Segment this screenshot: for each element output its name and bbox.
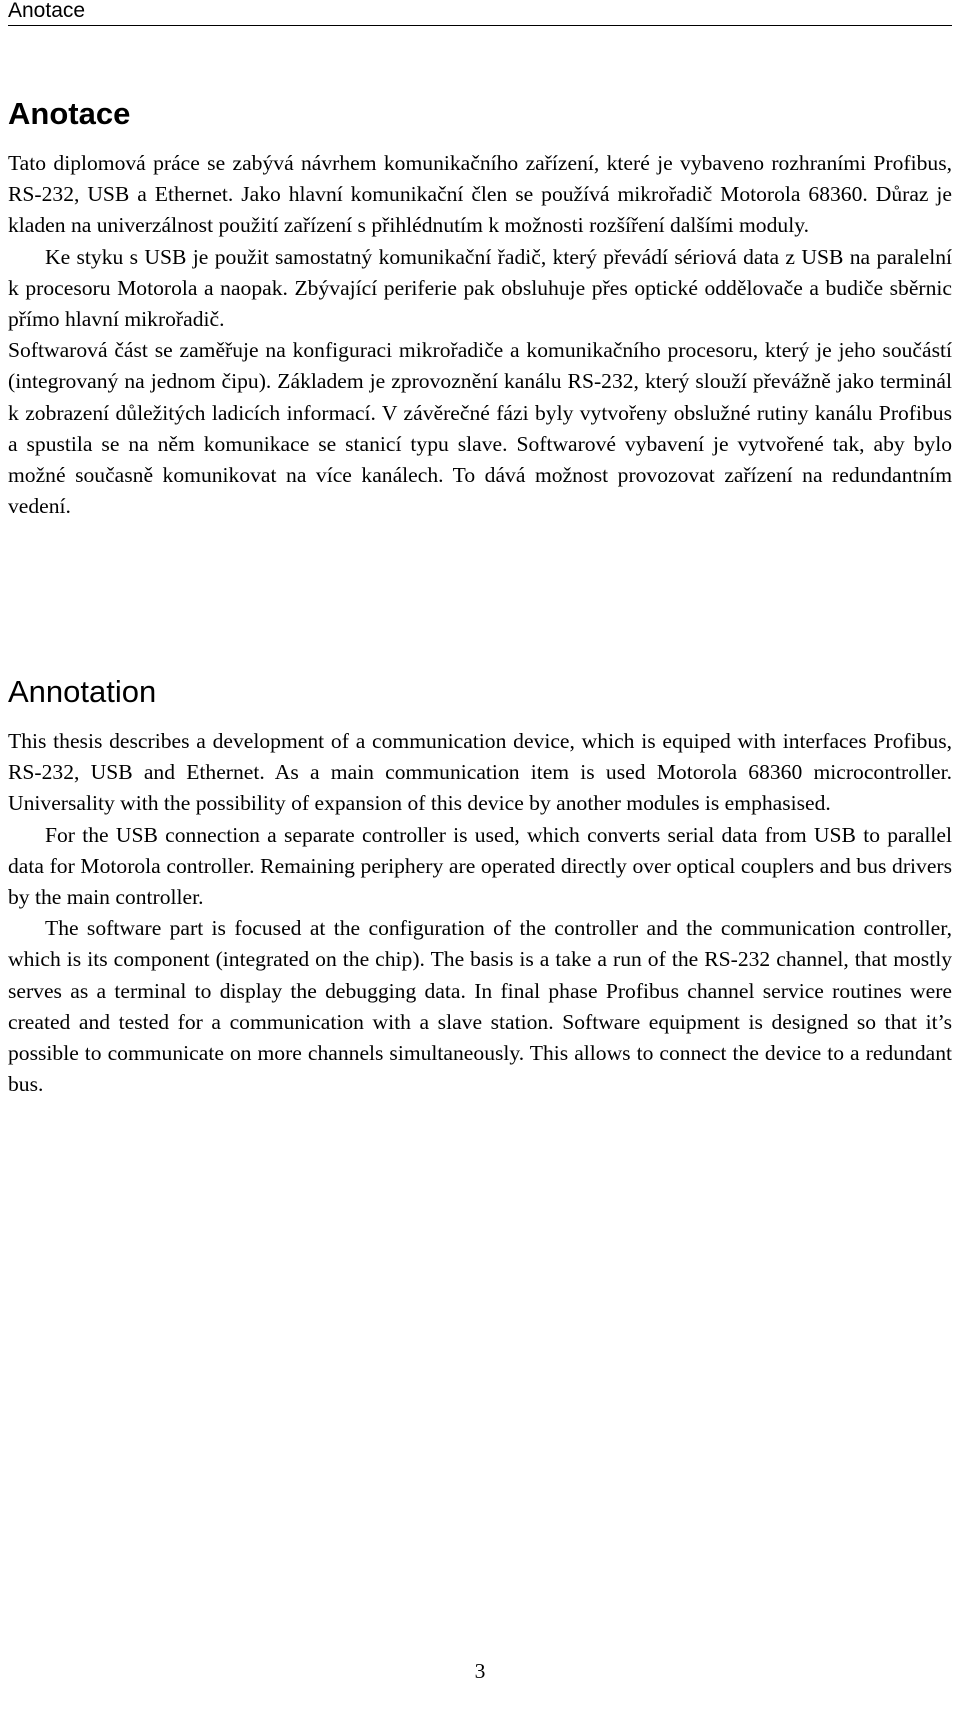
running-header: Anotace (8, 0, 952, 26)
english-body (8, 726, 952, 1100)
english-annotation-section (8, 674, 952, 1100)
page-number: 3 (474, 1659, 486, 1683)
czech-paragraph-2: Ke styku s USB je použit samostatný komunikační řadič, který převádí sériová data z USB na paralelní k procesoru Motorola a naopak. Zbývající periferie pak obsluhuje přes optické oddělovače a budiče sběrnic přímo hlavní mikrořadič. (8, 244, 952, 332)
english-paragraph-2: For the USB connection a separate controller is used, which converts serial data from USB to parallel data for Motorola controller. Remaining periphery are operated directly over optical couplers and bus drivers by the main controller. (8, 822, 952, 910)
english-heading: Annotation (8, 674, 157, 709)
czech-paragraph-1: Tato diplomová práce se zabývá návrhem komunikačního zařízení, které je vybaveno rozhraními Profibus, RS-232, USB a Ethernet. Jako hlavní komunikační člen se používá mikrořadič Motorola 68360. Důraz je kladen na univerzálnost použití zařízení s přihlédnutím k možnosti rozšíření dalšími moduly. (8, 151, 952, 238)
czech-heading: Anotace (8, 96, 131, 131)
czech-annotation-section (8, 96, 952, 522)
english-paragraph-3: The software part is focused at the configuration of the controller and the communication controller, which is its component (integrated on the chip). The basis is a take a run of the RS-232 channel, that mostly serves as a terminal to display the debugging data. In final phase Profibus channel service routines were created and tested for a communication with a slave station. Software equipment is designed so that it’s possible to communicate on more channels simultaneously. This allows to connect the device to a redundant bus. (8, 916, 952, 1097)
czech-body (8, 148, 952, 522)
czech-paragraph-3: Softwarová část se zaměřuje na konfiguraci mikrořadiče a komunikačního procesoru, který je jeho součástí (integrovaný na jednom čipu). Základem je zprovoznění kanálu RS-232, který slouží převážně jako terminál k zobrazení důležitých ladicích informací. V závěrečné fázi byly vytvořeny obslužné rutiny kanálu Profibus a spustila se na něm komunikace se stanicí typu slave. Softwarové vybavení je vytvořené tak, aby bylo možné současně komunikovat na více kanálech. To dává možnost provozovat zařízení na redundantním vedení. (8, 338, 952, 519)
english-paragraph-1: This thesis describes a development of a communication device, which is equiped with interfaces Profibus, RS-232, USB and Ethernet. As a main communication item is used Motorola 68360 microcontroller. Universality with the possibility of expansion of this device by another modules is emphasised. (8, 729, 952, 816)
